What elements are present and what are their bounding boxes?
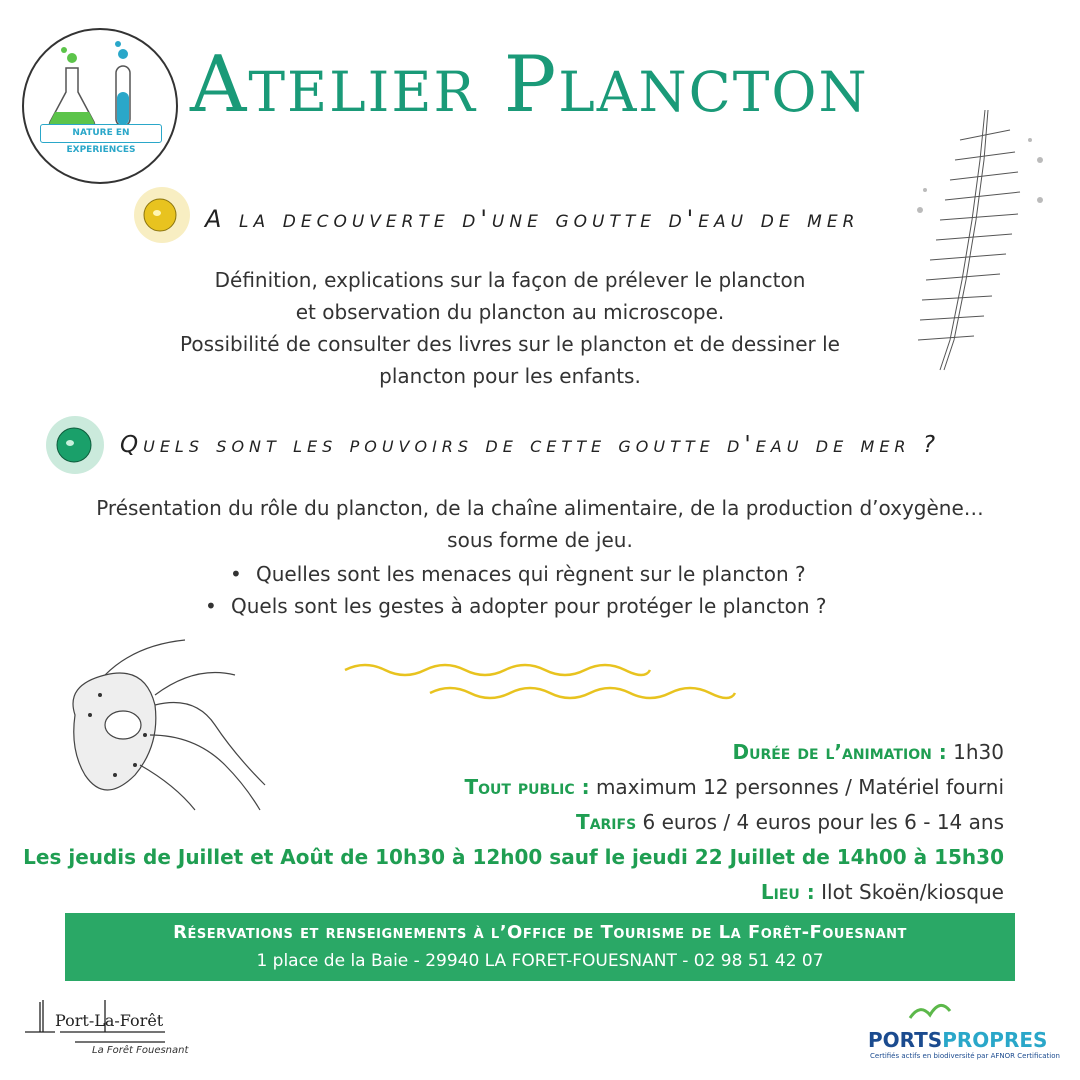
bullet-symbol: •: [230, 562, 242, 586]
wave-decoration: [340, 655, 740, 705]
port-logo-text: Port-La-Forêt: [55, 1011, 164, 1030]
duration-label: Durée de l’animation :: [732, 740, 947, 764]
section1-line: et observation du plancton au microscope.: [295, 300, 725, 324]
propres-text: PROPRES: [942, 1028, 1048, 1052]
flask-icon: [24, 30, 176, 182]
section1-line: Définition, explications sur la façon de prélever le plancton: [214, 268, 806, 292]
info-tarifs: [576, 810, 1004, 834]
section2-line: sous forme de jeu.: [447, 528, 633, 552]
section2-line: Présentation du rôle du plancton, de la chaîne alimentaire, de la production d’oxygène…: [96, 496, 984, 520]
plankton-illustration: [900, 100, 1060, 380]
bullet-text: Quelles sont les menaces qui règnent sur le plancton ?: [256, 562, 806, 586]
banner-title: Réservations et renseignements à l’Office de Tourisme de La Forêt-Fouesnant: [173, 922, 907, 943]
reservation-banner: [65, 913, 1015, 981]
port-la-foret-logo: [15, 992, 185, 1047]
page-title: Atelier Plancton: [190, 40, 869, 130]
nature-en-experiences-logo: [22, 28, 178, 184]
ports-propres-subtitle: Certifiés actifs en biodiversité par AFNOR Certification: [870, 1052, 1060, 1060]
tarifs-label: Tarifs: [576, 810, 637, 834]
section1-text: [150, 264, 870, 392]
duration-value: 1h30: [953, 740, 1004, 764]
banner-address: 1 place de la Baie - 29940 LA FORET-FOUESNANT - 02 98 51 42 07: [256, 951, 824, 971]
seagull-icon: [905, 993, 955, 1028]
bullet-item: [230, 562, 806, 586]
section2-heading: Quels sont les pouvoirs de cette goutte d'eau de mer ?: [120, 432, 941, 458]
info-duration: [732, 740, 1004, 764]
info-lieu: [761, 880, 1004, 904]
jellyfish-illustration: [45, 635, 285, 835]
green-drop-icon: [44, 414, 106, 476]
lieu-label: Lieu :: [760, 880, 815, 904]
section2-text: [60, 492, 1020, 556]
port-caption: La Forêt Fouesnant: [92, 1045, 189, 1056]
info-public: [464, 775, 1004, 799]
bullet-symbol: •: [205, 594, 217, 618]
ports-text: PORTS: [868, 1028, 943, 1052]
section1-heading: A la decouverte d'une goutte d'eau de mer: [205, 205, 860, 233]
tarifs-value: 6 euros / 4 euros pour les 6 - 14 ans: [642, 810, 1004, 834]
bullet-text: Quels sont les gestes à adopter pour protéger le plancton ?: [231, 594, 827, 618]
section1-line: Possibilité de consulter des livres sur le plancton et de dessiner le: [180, 332, 840, 356]
bullet-item: [205, 594, 827, 618]
ports-propres-logo: [868, 1028, 1047, 1052]
lieu-value: Ilot Skoën/kiosque: [821, 880, 1004, 904]
public-label: Tout public :: [464, 775, 590, 799]
public-value: maximum 12 personnes / Matériel fourni: [595, 775, 1004, 799]
logo-badge: NATURE EN EXPERIENCES: [40, 124, 162, 143]
info-dates: Les jeudis de Juillet et Août de 10h30 à 12h00 sauf le jeudi 22 Juillet de 14h00 à 15h30: [23, 845, 1004, 869]
yellow-drop-icon: [132, 185, 192, 245]
section1-line: plancton pour les enfants.: [379, 364, 641, 388]
